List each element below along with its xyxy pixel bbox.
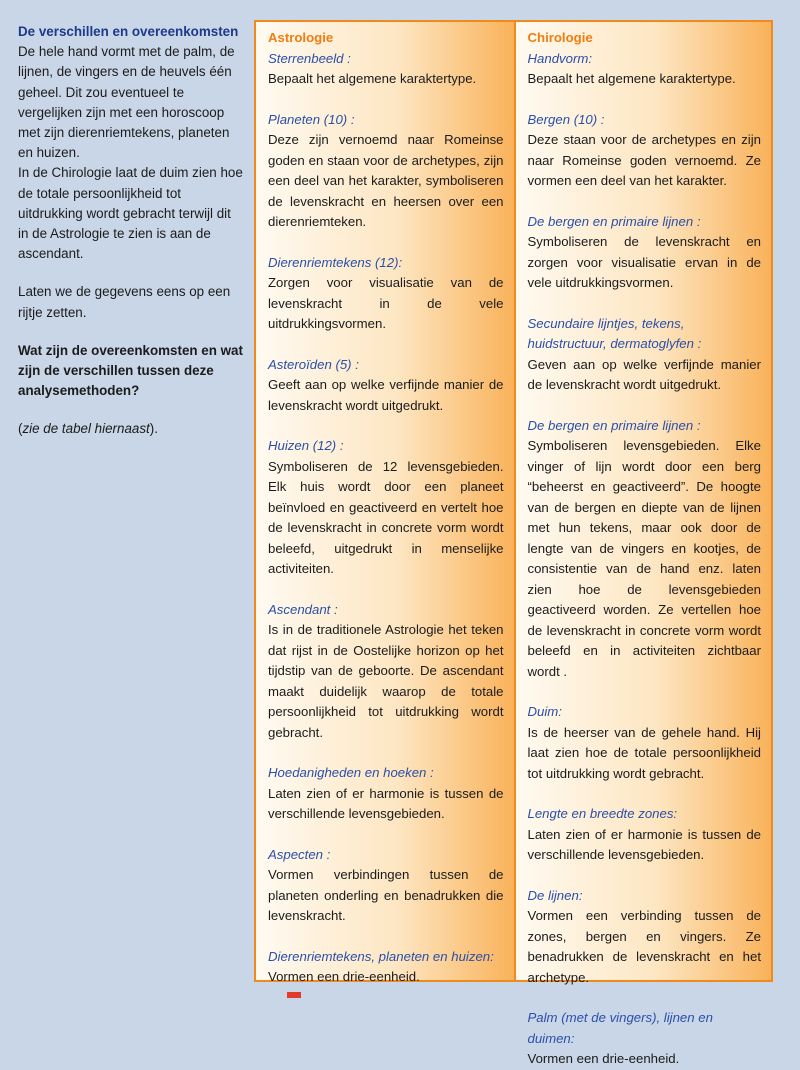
chirologie-description: Vormen een drie-eenheid. <box>527 1051 680 1066</box>
astrologie-term: Dierenriemtekens (12): <box>268 254 403 270</box>
astrologie-entry <box>268 436 504 580</box>
chirologie-term: Palm (met de vingers), lijnen en duimen: <box>527 1010 713 1046</box>
chirologie-term: De bergen en primaire lijnen : <box>527 417 701 433</box>
astrologie-entry <box>268 110 504 233</box>
chirologie-entry <box>528 314 762 396</box>
chirologie-description: Vormen een verbinding tussen de zones, bergen en vingers. Ze benadrukken de levenskracht en het archetype. <box>527 908 761 985</box>
page-marker <box>287 992 301 998</box>
chirologie-entry <box>528 49 762 90</box>
astrologie-column <box>256 22 514 984</box>
chirologie-entry <box>528 1008 762 1070</box>
chirologie-entry <box>528 416 762 683</box>
intro-column <box>18 22 244 440</box>
astrologie-description: Is in de traditionele Astrologie het teken dat rijst in de Oostelijke horizon op het tijdstip van de geboorte. De ascendant maakt duidelijk waarop de totale persoonlijkheid tot uitdrukking wordt gebracht. <box>268 622 504 740</box>
astrologie-description: Laten zien of er harmonie is tussen de verschillende levensgebieden. <box>268 785 504 821</box>
astrologie-term: Hoedanigheden en hoeken : <box>268 765 434 780</box>
summary-paragraph: Laten we de gegevens eens op een rijtje zetten. <box>18 284 231 320</box>
astrologie-entry <box>268 600 504 744</box>
question-paragraph: Wat zijn de overeenkomsten en wat zijn de verschillen tussen deze analysemethoden? <box>18 342 243 399</box>
astrologie-entry <box>268 763 504 825</box>
table-reference-note: (zie de tabel hiernaast). <box>18 421 158 437</box>
astrologie-entry <box>268 253 504 335</box>
astrologie-term: Planeten (10) : <box>268 111 355 127</box>
astrologie-term: Dierenriemtekens, planeten en huizen: <box>268 948 494 964</box>
chirologie-description: Bepaalt het algemene karaktertype. <box>527 71 736 86</box>
astrologie-term: Asteroïden (5) : <box>268 356 359 372</box>
astrologie-description: Bepaalt het algemene karaktertype. <box>268 71 477 86</box>
intro-paragraph-2: In de Chirologie laat de duim zien hoe de totale persoonlijkheid tot uitdrukking wordt gebracht terwijl dit in de Astrologie te zien is aan de ascendant. <box>18 165 243 262</box>
astrologie-term: Aspecten : <box>268 846 331 862</box>
astrologie-term: Ascendant : <box>268 601 338 617</box>
chirologie-column <box>514 22 772 1066</box>
astrologie-entry <box>268 947 504 988</box>
chirologie-entry <box>528 886 762 989</box>
chirologie-description: Symboliseren de levenskracht en zorgen voor visualisatie ervan in de vele uitdrukkingsvormen. <box>527 234 761 290</box>
chirologie-term: Duim: <box>527 704 562 719</box>
chirologie-term: Secundaire lijntjes, tekens, huidstructuur, dermatoglyfen : <box>527 315 702 351</box>
chirologie-entry <box>528 110 762 192</box>
comparison-table <box>254 20 773 1066</box>
astrologie-description: Vormen verbindingen tussen de planeten onderling en benadrukken die levenskracht. <box>268 867 504 923</box>
astrologie-description: Symboliseren de 12 levensgebieden. Elk huis wordt door een planeet beïnvloed en geactiveerd en vertelt hoe de levenskracht in concrete vorm wordt beleefd, uitgedrukt in menselijke activiteiten. <box>268 458 504 576</box>
chirologie-term: Lengte en breedte zones: <box>527 806 678 821</box>
intro-paragraph: De hele hand vormt met de palm, de lijnen, de vingers en de heuvels één geheel. Dit zou eventueel te vergelijken zijn met een horoscoop met zijn dierenriemtekens, planeten en huizen. <box>18 44 235 161</box>
chirologie-description: Is de heerser van de gehele hand. Hij laat zien hoe de totale persoonlijkheid tot uitdrukking wordt gebracht. <box>527 724 761 781</box>
chirologie-term: De bergen en primaire lijnen : <box>527 213 701 229</box>
chirologie-entry <box>528 804 762 866</box>
chirologie-description: Geven aan op welke verfijnde manier de levenskracht wordt uitgedrukt. <box>527 356 761 392</box>
chirologie-description: Symboliseren levensgebieden. Elke vinger of lijn wordt door een berg “beheerst en geactiveerd”. De hoogte van de bergen en diepte van de lijnen met hun tekens, maar ook door de lengte van de vingers en kootjes, de consistentie van de hand enz. laten zien hoe de levensgebieden geactiveerd worden. Ze vertellen hoe de levenskracht in concrete vorm wordt beleefd en in activiteiten zichtbaar wordt . <box>527 438 761 679</box>
chirologie-term: Handvorm: <box>527 50 592 66</box>
astrologie-title: Astrologie <box>268 30 334 45</box>
chirologie-term: De lijnen: <box>527 887 583 903</box>
chirologie-entry <box>528 702 762 784</box>
astrologie-description: Geeft aan op welke verfijnde manier de levenskracht wordt uitgedrukt. <box>268 377 504 413</box>
astrologie-entry <box>268 355 504 417</box>
astrologie-entry <box>268 845 504 927</box>
astrologie-description: Zorgen voor visualisatie van de levenskracht in de vele uitdrukkingsvormen. <box>268 275 504 331</box>
chirologie-term: Bergen (10) : <box>527 111 605 127</box>
section-heading: De verschillen en overeenkomsten <box>18 24 239 39</box>
astrologie-term: Huizen (12) : <box>268 438 344 453</box>
chirologie-description: Laten zien of er harmonie is tussen de verschillende levensgebieden. <box>527 826 761 862</box>
astrologie-description: Vormen een drie-eenheid. <box>268 969 420 984</box>
chirologie-entry <box>528 212 762 294</box>
chirologie-description: Deze staan voor de archetypes en zijn naar Romeinse goden vernoemd. Ze vormen een deel van het karakter. <box>527 132 761 188</box>
astrologie-entry <box>268 49 504 90</box>
astrologie-description: Deze zijn vernoemd naar Romeinse goden en staan voor de archetypes, zijn een deel van het karakter, symboliseren de levenskracht en heersen over een dierenriemteken. <box>268 132 504 229</box>
chirologie-title: Chirologie <box>527 30 593 45</box>
astrologie-term: Sterrenbeeld : <box>268 50 351 66</box>
